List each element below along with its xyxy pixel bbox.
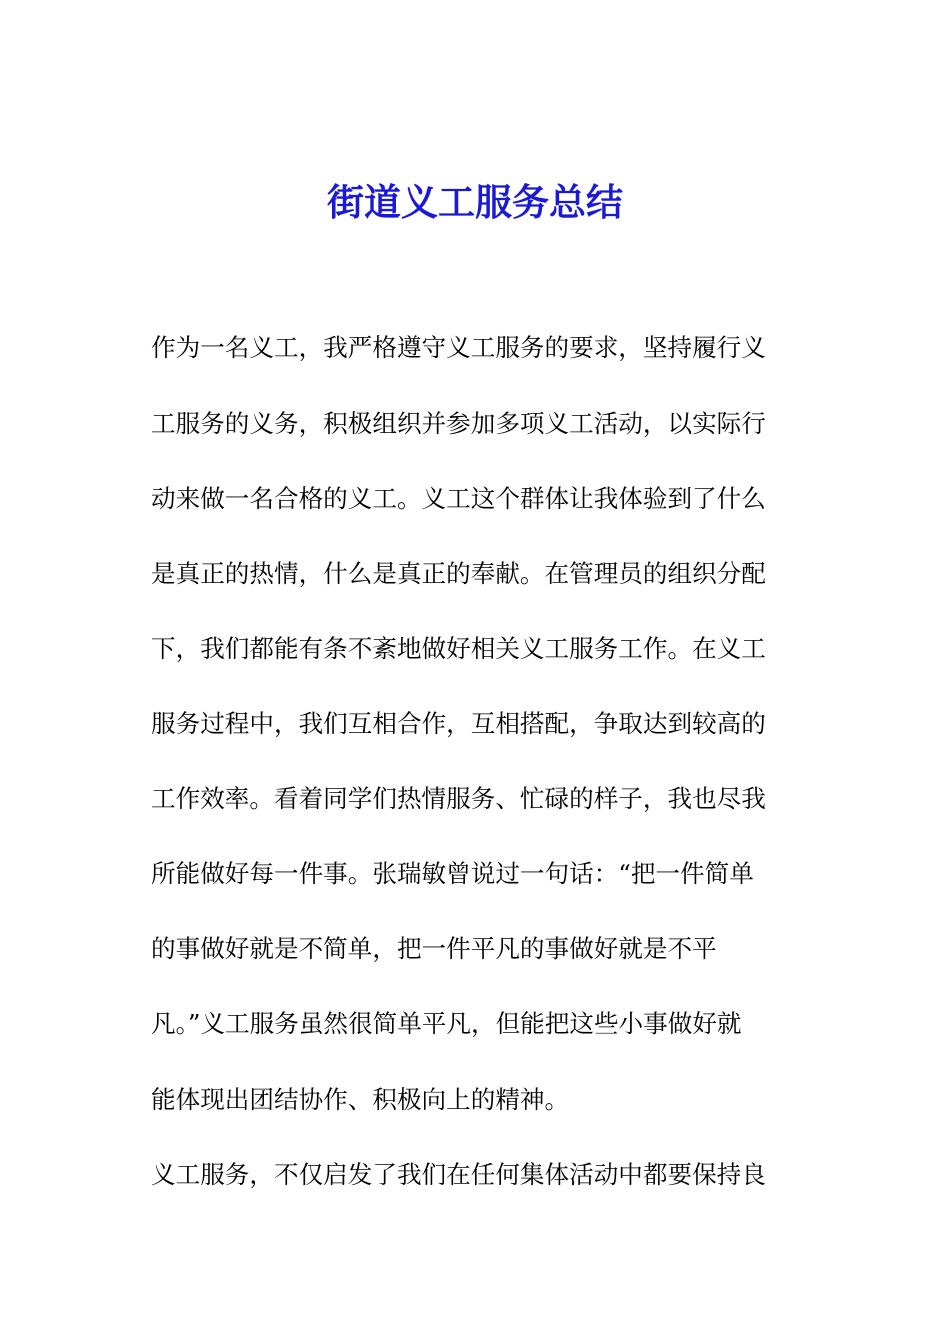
body-line-11: 能体现出团结协作、积极向上的精神。 xyxy=(151,1085,570,1114)
body-line-9: 的事做好就是不简单，把一件平凡的事做好就是不平 xyxy=(151,934,717,963)
document-title: 街道义工服务总结 xyxy=(327,180,623,224)
body-line-2: 工服务的义务，积极组织并参加多项义工活动，以实际行 xyxy=(151,409,766,438)
body-line-5: 下，我们都能有条不紊地做好相关义工服务工作。在义工 xyxy=(151,634,766,663)
body-line-3: 动来做一名合格的义工。义工这个群体让我体验到了什么 xyxy=(151,484,766,513)
body-line-7: 工作效率。看着同学们热情服务、忙碌的样子，我也尽我 xyxy=(151,784,766,813)
body-line-12: 义工服务，不仅启发了我们在任何集体活动中都要保持良 xyxy=(151,1160,766,1189)
body-line-10: 凡。”义工服务虽然很简单平凡，但能把这些小事做好就 xyxy=(151,1009,742,1038)
body-line-4: 是真正的热情，什么是真正的奉献。在管理员的组织分配 xyxy=(151,559,766,588)
body-line-8: 所能做好每一件事。张瑞敏曾说过一句话：“把一件简单 xyxy=(151,859,754,888)
body-line-6: 服务过程中，我们互相合作，互相搭配，争取达到较高的 xyxy=(151,709,766,738)
body-line-1: 作为一名义工，我严格遵守义工服务的要求，坚持履行义 xyxy=(151,333,766,362)
